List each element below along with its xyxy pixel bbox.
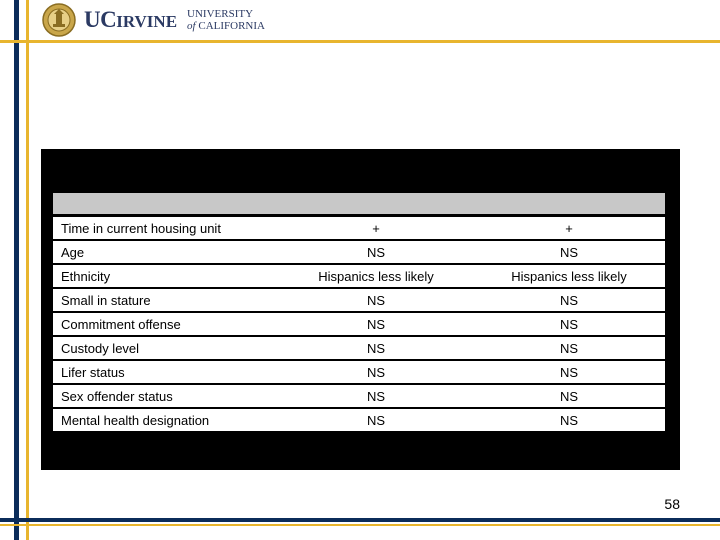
row-col1: NS	[279, 337, 473, 359]
wordmark-irvine: IRVINE	[116, 12, 178, 31]
page-number: 58	[664, 496, 680, 512]
table-row	[53, 409, 665, 431]
table-row	[53, 289, 665, 311]
table-row	[53, 385, 665, 407]
bottom-navy-rule	[0, 518, 720, 522]
uci-wordmark	[84, 7, 177, 33]
row-col2: NS	[473, 337, 665, 359]
row-col1: NS	[279, 409, 473, 431]
row-col2: NS	[473, 241, 665, 263]
of-word: of	[187, 20, 196, 32]
university-of-california-text	[187, 8, 265, 32]
row-col1: NS	[279, 241, 473, 263]
table-row	[53, 361, 665, 383]
table-row	[53, 265, 665, 287]
row-factor: Small in stature	[53, 289, 279, 311]
row-factor: Mental health designation	[53, 409, 279, 431]
university-line: UNIVERSITY	[187, 8, 254, 20]
university-seal-icon	[42, 3, 76, 37]
row-col1: NS	[279, 385, 473, 407]
row-factor: Sex offender status	[53, 385, 279, 407]
row-col1: NS	[279, 289, 473, 311]
row-col1: +	[279, 217, 473, 239]
row-col2: Hispanics less likely	[473, 265, 665, 287]
row-col2: NS	[473, 313, 665, 335]
row-col1: NS	[279, 313, 473, 335]
bottom-gold-rule	[0, 524, 720, 526]
row-col2: NS	[473, 289, 665, 311]
table-row	[53, 241, 665, 263]
top-gold-rule	[0, 40, 720, 43]
row-col2: +	[473, 217, 665, 239]
row-col2: NS	[473, 385, 665, 407]
row-col2: NS	[473, 361, 665, 383]
row-col1: NS	[279, 361, 473, 383]
wordmark-uc: UC	[84, 7, 117, 32]
row-factor: Ethnicity	[53, 265, 279, 287]
left-gold-rule	[26, 0, 29, 540]
row-col2: NS	[473, 409, 665, 431]
row-factor: Commitment offense	[53, 313, 279, 335]
row-factor: Custody level	[53, 337, 279, 359]
uci-logo	[42, 2, 265, 38]
row-factor: Lifer status	[53, 361, 279, 383]
table-row	[53, 337, 665, 359]
row-factor: Time in current housing unit	[53, 217, 279, 239]
results-table	[53, 215, 665, 433]
row-factor: Age	[53, 241, 279, 263]
table-row	[53, 217, 665, 239]
left-navy-rule	[14, 0, 19, 540]
row-col1: Hispanics less likely	[279, 265, 473, 287]
california-word: CALIFORNIA	[198, 20, 265, 32]
table-row	[53, 313, 665, 335]
table-header-bar	[53, 193, 665, 214]
